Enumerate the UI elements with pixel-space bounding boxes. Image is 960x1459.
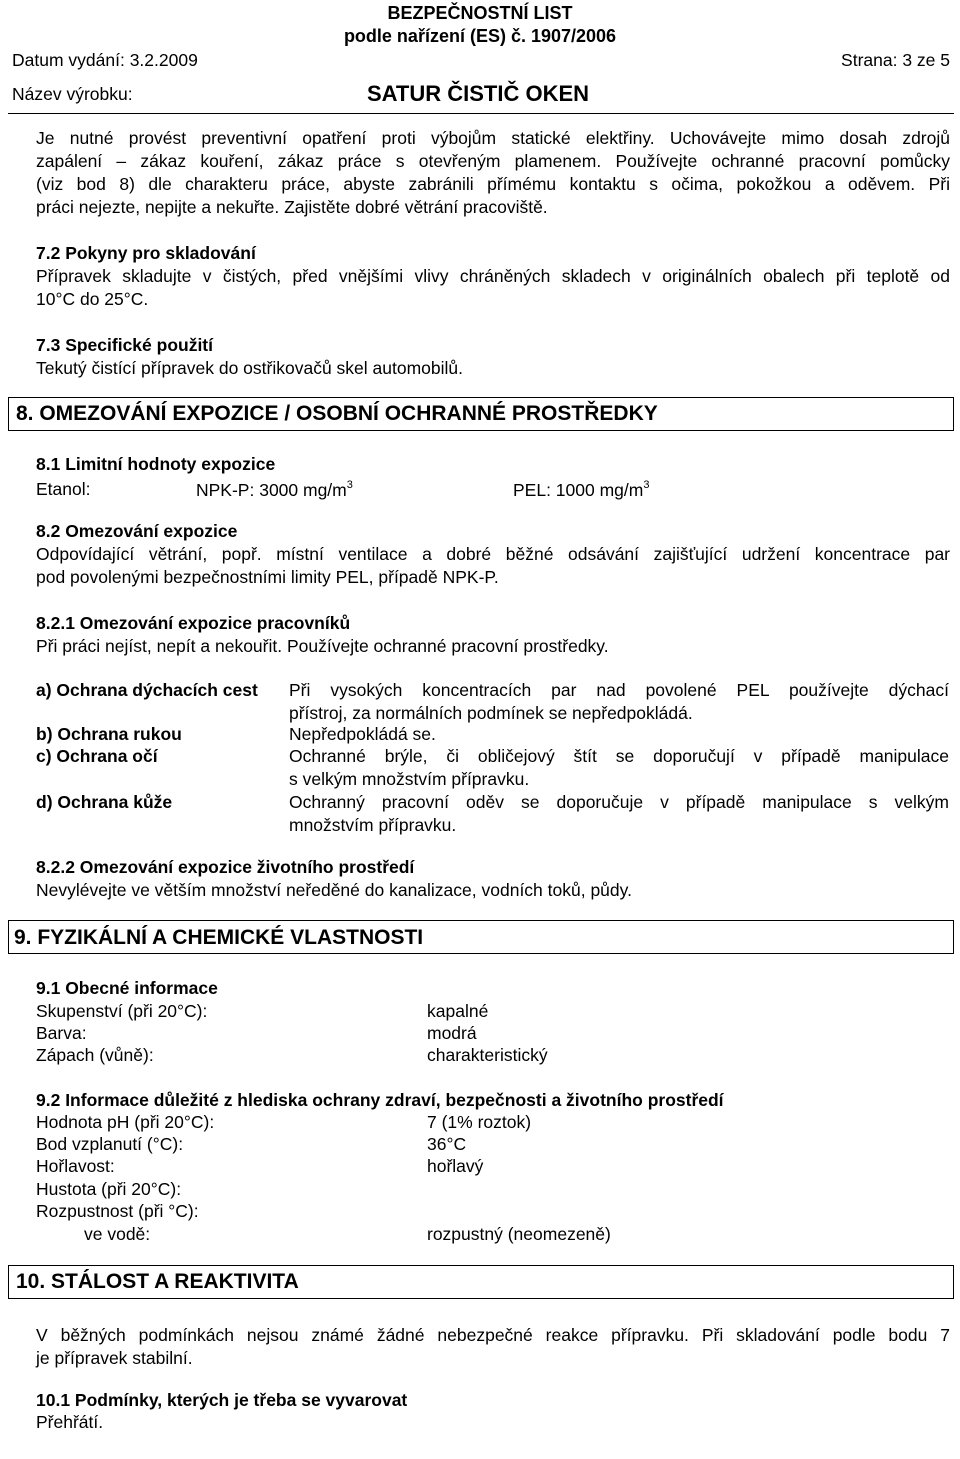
property-value: modrá — [427, 1023, 477, 1043]
property-label: Bod vzplanutí (°C): — [36, 1134, 184, 1154]
section-9-2-title: 9.2 Informace důležité z hlediska ochrany zdraví, bezpečnosti a životního prostředí — [36, 1090, 724, 1110]
intro-line-4: práci nejezte, nepijte a nekuřte. Zajistěte dobré větrání pracoviště. — [36, 197, 548, 217]
protection-label-hands: b) Ochrana rukou — [36, 724, 182, 744]
section-8-2-1-title: 8.2.1 Omezování expozice pracovníků — [36, 613, 351, 633]
intro-line-3: (viz bod 8) dle charakteru práce, abyste zabránili přímému kontaktu s očima, pokožkou a oděvem. Při — [36, 174, 950, 194]
property-label: Barva: — [36, 1023, 87, 1043]
section-9-1-title: 9.1 Obecné informace — [36, 978, 218, 998]
section-8-2-title: 8.2 Omezování expozice — [36, 521, 238, 541]
section-10-title: 10. STÁLOST A REAKTIVITA — [16, 1270, 299, 1293]
section-10-1-title: 10.1 Podmínky, kterých je třeba se vyvarovat — [36, 1390, 408, 1410]
section-7-2-title: 7.2 Pokyny pro skladování — [36, 243, 256, 263]
protection-text-respiratory-line-2: přístroj, za normálních podmínek se nepředpokládá. — [289, 703, 693, 723]
protection-text-respiratory-line-1: Při vysokých koncentracích par nad povolené PEL používejte dýchací — [289, 680, 949, 700]
property-label: Hořlavost: — [36, 1156, 115, 1176]
protection-label-eyes: c) Ochrana očí — [36, 746, 158, 766]
protection-text-eyes-line-2: s velkým množstvím přípravku. — [289, 769, 530, 789]
section-10-line-1: V běžných podmínkách nejsou známé žádné nebezpečné reakce přípravku. Při skladování podle bodu 7 — [36, 1325, 950, 1345]
property-value: charakteristický — [427, 1045, 548, 1065]
protection-text-skin-line-2: množstvím přípravku. — [289, 815, 457, 835]
section-8-2-2-text: Nevylévejte ve větším množství neředěné do kanalizace, vodních toků, půdy. — [36, 880, 632, 900]
property-label: Hodnota pH (při 20°C): — [36, 1112, 215, 1132]
issue-date: Datum vydání: 3.2.2009 — [12, 50, 198, 70]
section-7-3-title: 7.3 Specifické použití — [36, 335, 213, 355]
section-10-1-text: Přehřátí. — [36, 1412, 104, 1432]
section-8-2-1-text: Při práci nejíst, nepít a nekouřit. Používejte ochranné pracovní prostředky. — [36, 636, 609, 656]
property-value: 36°C — [427, 1134, 467, 1154]
section-7-2-line-1: Přípravek skladujte v čistých, před vnějšími vlivy chráněných skladech v originálních obalech při teplotě od — [36, 266, 950, 286]
npk-limit — [196, 479, 353, 501]
regulation-subtitle: podle nařízení (ES) č. 1907/2006 — [343, 26, 617, 46]
property-value: hořlavý — [427, 1156, 484, 1176]
intro-line-2: zapálení – zákaz kouření, zákaz práce s otevřeným plamenem. Používejte ochranné pracovní pomůcky — [36, 151, 950, 171]
header-divider — [8, 113, 954, 114]
property-value: 7 (1% roztok) — [427, 1112, 532, 1132]
section-10-line-2: je přípravek stabilní. — [36, 1348, 193, 1368]
pel-limit — [513, 479, 649, 501]
property-label: Skupenství (při 20°C): — [36, 1001, 208, 1021]
property-label: Hustota (při 20°C): — [36, 1179, 182, 1199]
protection-text-hands: Nepředpokládá se. — [289, 724, 436, 744]
section-8-title: 8. OMEZOVÁNÍ EXPOZICE / OSOBNÍ OCHRANNÉ PROSTŘEDKY — [16, 402, 658, 425]
pel-unit-exponent: 3 — [643, 479, 650, 491]
section-7-3-text: Tekutý čistící přípravek do ostřikovačů skel automobilů. — [36, 358, 463, 378]
section-9-title: 9. FYZIKÁLNÍ A CHEMICKÉ VLASTNOSTI — [14, 926, 424, 949]
protection-label-respiratory: a) Ochrana dýchacích cest — [36, 680, 258, 700]
property-label: ve vodě: — [84, 1224, 151, 1244]
section-8-2-2-title: 8.2.2 Omezování expozice životního prostředí — [36, 857, 415, 877]
document-title: BEZPEČNOSTNÍ LIST — [387, 3, 573, 23]
protection-text-skin-line-1: Ochranný pracovní oděv se doporučuje v případě manipulace s velkým — [289, 792, 949, 812]
protection-text-eyes-line-1: Ochranné brýle, či obličejový štít se doporučují v případě manipulace — [289, 746, 949, 766]
npk-value: NPK-P: 3000 mg/m — [196, 480, 347, 500]
section-8-2-line-2: pod povolenými bezpečnostními limity PEL, případě NPK-P. — [36, 567, 499, 587]
product-label: Název výrobku: — [12, 84, 133, 104]
intro-line-1: Je nutné provést preventivní opatření proti výbojům statické elektřiny. Uchovávejte mimo dosah zdrojů — [36, 128, 950, 148]
pel-value: PEL: 1000 mg/m — [513, 480, 644, 500]
property-value: rozpustný (neomezeně) — [427, 1224, 611, 1244]
property-label: Rozpustnost (při °C): — [36, 1201, 199, 1221]
property-label: Zápach (vůně): — [36, 1045, 154, 1065]
substance-name: Etanol: — [36, 479, 91, 499]
section-8-1-title: 8.1 Limitní hodnoty expozice — [36, 454, 276, 474]
section-7-2-line-2: 10°C do 25°C. — [36, 289, 149, 309]
section-8-2-line-1: Odpovídající větrání, popř. místní ventilace a dobré běžné odsávání zajišťující udržení koncentrace par — [36, 544, 950, 564]
protection-label-skin: d) Ochrana kůže — [36, 792, 173, 812]
page-number: Strana: 3 ze 5 — [841, 50, 950, 70]
npk-unit-exponent: 3 — [346, 479, 353, 491]
property-value: kapalné — [427, 1001, 489, 1021]
product-name: SATUR ČISTIČ OKEN — [367, 81, 590, 106]
